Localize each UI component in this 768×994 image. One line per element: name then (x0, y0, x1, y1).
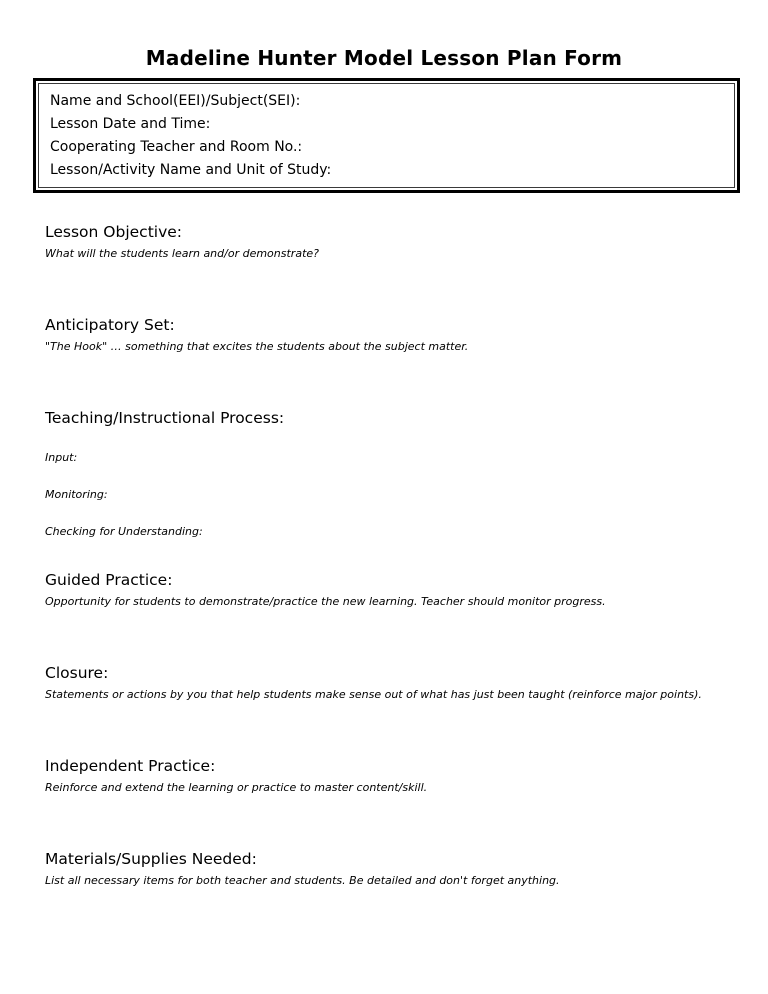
page-title: Madeline Hunter Model Lesson Plan Form (145, 46, 623, 70)
section-anticipatory-set (45, 315, 740, 354)
section-heading-anticipatory-set: Anticipatory Set: (45, 316, 175, 334)
section-description-anticipatory-set: "The Hook" … something that excites the students about the subject matter. (45, 340, 469, 353)
section-independent-practice (45, 756, 740, 795)
section-heading-teaching-process: Teaching/Instructional Process: (45, 409, 285, 427)
header-line-lesson-date-time: Lesson Date and Time: (50, 116, 211, 132)
section-description-independent-practice: Reinforce and extend the learning or practice to master content/skill. (45, 781, 428, 794)
header-info-box-inner (38, 83, 735, 188)
section-materials-supplies (45, 849, 740, 888)
section-closure (45, 663, 740, 702)
subitem-input: Input: (45, 451, 78, 464)
section-heading-lesson-objective: Lesson Objective: (45, 223, 183, 241)
section-description-lesson-objective: What will the students learn and/or demonstrate? (45, 247, 319, 260)
section-heading-guided-practice: Guided Practice: (45, 571, 173, 589)
header-line-cooperating-teacher: Cooperating Teacher and Room No.: (50, 139, 303, 155)
form-sections (45, 222, 740, 888)
section-description-materials-supplies: List all necessary items for both teacher and students. Be detailed and don't forget anything. (45, 874, 560, 887)
header-info-box (33, 78, 740, 193)
section-guided-practice (45, 570, 740, 609)
header-line-lesson-activity-name: Lesson/Activity Name and Unit of Study: (50, 162, 332, 178)
section-description-closure: Statements or actions by you that help students make sense out of what has just been taught (reinforce major points). (45, 688, 702, 701)
section-description-guided-practice: Opportunity for students to demonstrate/practice the new learning. Teacher should monitor progress. (45, 595, 606, 608)
section-teaching-process (45, 408, 740, 539)
section-heading-materials-supplies: Materials/Supplies Needed: (45, 850, 257, 868)
subitem-monitoring: Monitoring: (45, 488, 108, 501)
section-heading-closure: Closure: (45, 664, 109, 682)
section-heading-independent-practice: Independent Practice: (45, 757, 216, 775)
header-line-name-school: Name and School(EEI)/Subject(SEI): (50, 93, 301, 109)
section-lesson-objective (45, 222, 740, 261)
subitem-checking-for-understanding: Checking for Understanding: (45, 525, 203, 538)
